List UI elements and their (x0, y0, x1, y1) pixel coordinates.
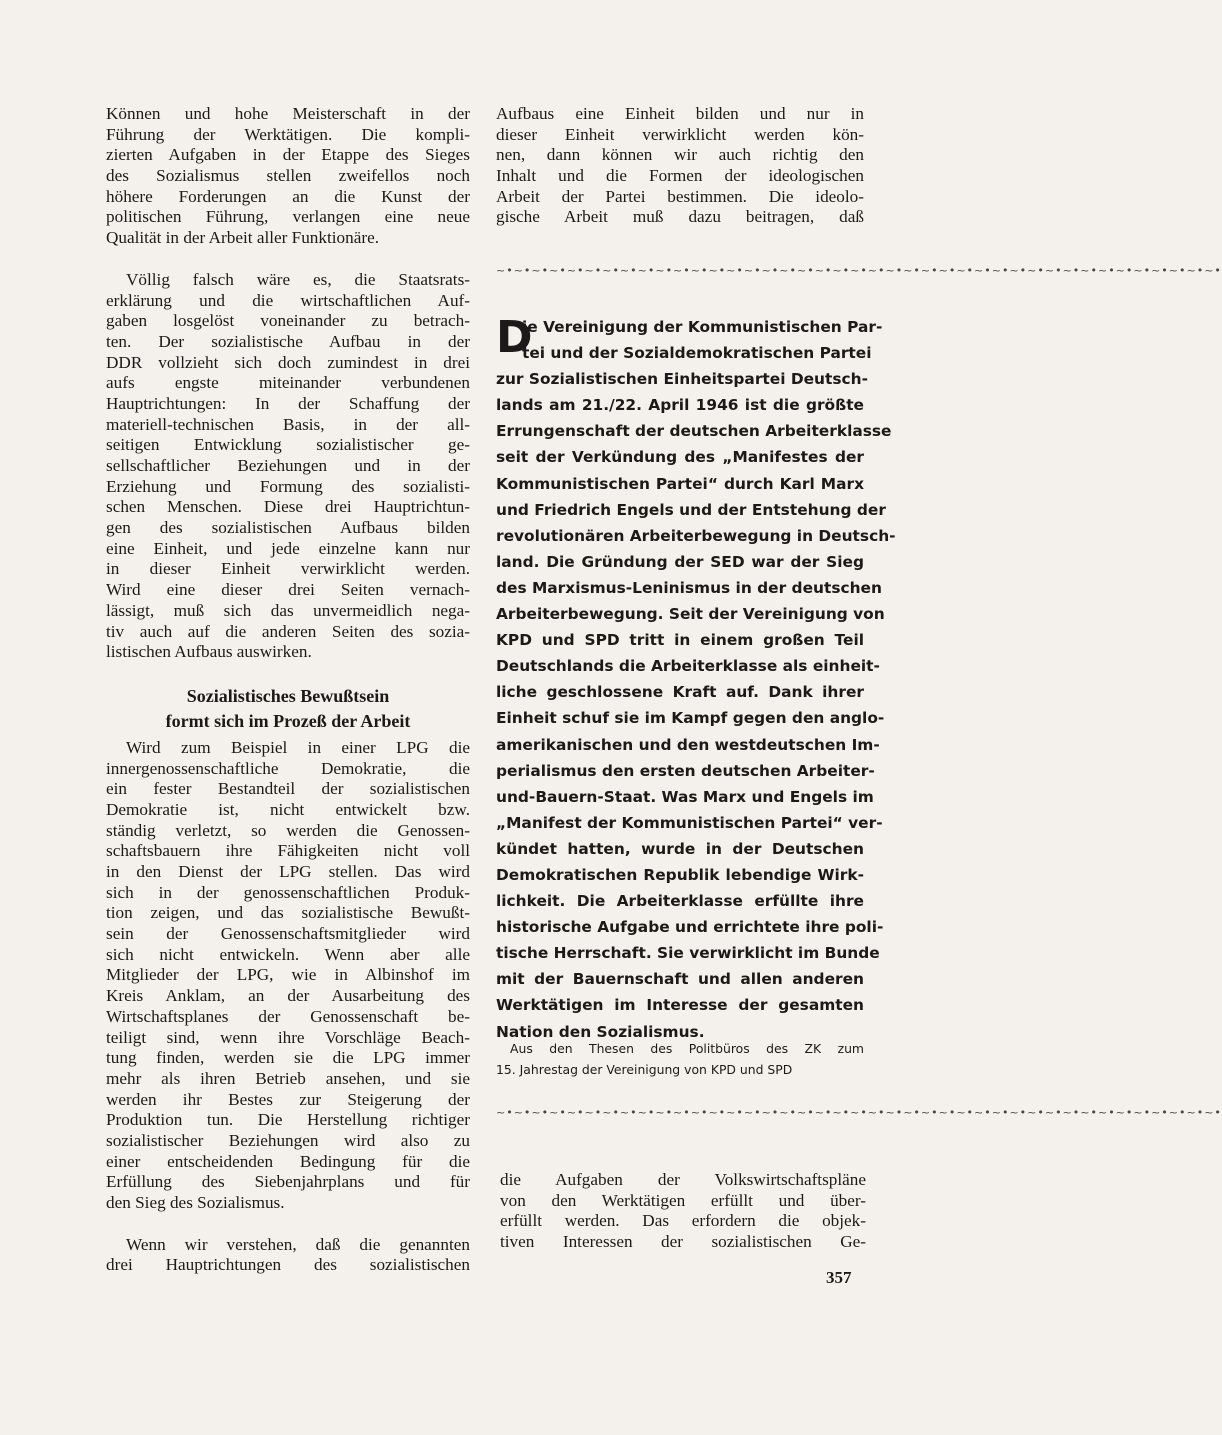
quote-box (496, 260, 1222, 1126)
left-column (106, 104, 470, 1297)
text-line: die Aufgaben der Volkswirtschaftspläne (500, 1170, 866, 1189)
text-line: mit der Bauernschaft und allen anderen (496, 970, 864, 989)
text-line: Deutschlands die Arbeiterklasse als einheit- (496, 657, 880, 676)
text-line: innergenossenschaftliche Demokratie, die (106, 758, 470, 778)
text-line: lichkeit. Die Arbeiterklasse erfüllte ihre (496, 892, 864, 911)
text-line: drei Hauptrichtungen des sozialistischen (106, 1255, 470, 1275)
text-line: materiell-technischen Basis, in der all- (106, 414, 470, 434)
text-line: lands am 21./22. April 1946 ist die größte (496, 396, 864, 415)
page-number: 357 (826, 1268, 852, 1287)
text-line: sich nicht entwickeln. Wenn aber alle (106, 944, 470, 964)
text-line: des Sozialismus stellen zweifellos noch (106, 166, 470, 186)
text-line: und Friedrich Engels und der Entstehung der (496, 500, 886, 519)
text-line: Kreis Anklam, an der Ausarbeitung des (106, 986, 470, 1006)
section-heading (106, 684, 470, 734)
quote-text (496, 312, 896, 1045)
text-line: lässigt, muß sich das unvermeidlich nega- (106, 600, 470, 620)
text-line: aufs engste miteinander verbundenen (106, 373, 470, 393)
text-line: Kommunistischen Partei“ durch Karl Marx (496, 474, 864, 493)
right-paragraph-top (496, 104, 864, 228)
text-line: eine Einheit, und jede einzelne kann nur (106, 538, 470, 558)
right-paragraph-bottom (500, 1170, 866, 1253)
text-line: seit der Verkündung des „Manifestes der (496, 448, 864, 467)
text-line: gische Arbeit muß dazu beitragen, daß (496, 207, 864, 227)
text-line: tische Herrschaft. Sie verwirklicht im Bunde (496, 944, 880, 963)
text-line: DDR vollzieht sich doch zumindest in drei (106, 352, 470, 372)
text-line: kündet hatten, wurde in der Deutschen (496, 839, 864, 858)
paragraph-3 (106, 738, 470, 1214)
text-line: höhere Forderungen an die Kunst der (106, 186, 470, 206)
text-line: Hauptrichtungen: In der Schaffung der (106, 393, 470, 413)
text-line: Aus den Thesen des Politbüros des ZK zum (510, 1041, 864, 1056)
text-line: Werktätigen im Interesse der gesamten (496, 996, 864, 1015)
text-line: schen Menschen. Diese drei Hauptrichtun- (106, 497, 470, 517)
text-line: Können und hohe Meisterschaft in der (106, 104, 470, 123)
text-line: einer entscheidenden Bedingung für die (106, 1151, 470, 1171)
text-line: ständig verletzt, so werden die Genossen- (106, 820, 470, 840)
text-line: revolutionären Arbeiterbewegung in Deutsch- (496, 526, 896, 545)
text-line: erklärung und die wirtschaftlichen Auf- (106, 290, 470, 310)
text-line: historische Aufgabe und errichtete ihre poli- (496, 918, 884, 937)
text-line: Erfüllung des Siebenjahrplans und für (106, 1172, 470, 1192)
text-line: dieser Einheit verwirklicht werden kön- (496, 124, 864, 144)
text-line: den Sieg des Sozialismus. (106, 1193, 285, 1212)
text-line: zur Sozialistischen Einheitspartei Deutsch- (496, 370, 868, 389)
text-line: ie Vereinigung der Kommunistischen Par- (522, 318, 883, 336)
text-line: Völlig falsch wäre es, die Staatsrats- (126, 269, 470, 289)
text-line: werden ihr Bestes zur Steigerung der (106, 1089, 470, 1109)
text-line: und-Bauern-Staat. Was Marx und Engels im (496, 787, 874, 806)
text-line: liche geschlossene Kraft auf. Dank ihrer (496, 683, 864, 702)
text-line: Mitglieder der LPG, wie in Albinshof im (106, 965, 470, 985)
text-line: Qualität in der Arbeit aller Funktionäre. (106, 228, 380, 248)
text-line: tei und der Sozialdemokratischen Partei (522, 344, 872, 363)
text-line: gen des sozialistischen Aufbaus bilden (106, 518, 470, 538)
text-line: sein der Genossenschaftsmitglieder wird (106, 924, 470, 944)
text-line: seitigen Entwicklung sozialistischer ge- (106, 435, 470, 455)
text-line: 15. Jahrestag der Vereinigung von KPD und SPD (496, 1062, 793, 1077)
text-line: des Marxismus-Leninismus in der deutschen (496, 578, 882, 597)
paragraph-4 (106, 1235, 470, 1276)
right-column-bottom (500, 1170, 866, 1253)
text-line: sich in der genossenschaftlichen Produk- (106, 882, 470, 902)
text-line: Erziehung und Formung des sozialisti- (106, 476, 470, 496)
quote-dropcap: D (496, 312, 533, 363)
text-line: Wirtschaftsplanes der Genossenschaft be- (106, 1006, 470, 1026)
quote-source (496, 1038, 864, 1080)
text-line: in dieser Einheit verwirklicht werden. (106, 559, 470, 579)
text-line: Demokratie ist, nicht entwickelt bzw. (106, 799, 470, 819)
text-line: Aufbaus eine Einheit bilden und nur in (496, 104, 864, 123)
text-line: tion zeigen, und das sozialistische Bewußt- (106, 903, 470, 923)
text-line: ein fester Bestandteil der sozialistischen (106, 779, 470, 799)
text-line: tiv auch auf die anderen Seiten des sozia- (106, 621, 470, 641)
text-line: nen, dann können wir auch richtig den (496, 145, 864, 165)
text-line: KPD und SPD tritt in einem großen Teil (496, 631, 864, 650)
text-line: sozialistischer Beziehungen wird also zu (106, 1130, 470, 1150)
text-line: Führung der Werktätigen. Die kompli- (106, 124, 470, 144)
text-line: listischen Aufbaus auswirken. (106, 642, 312, 662)
text-line: schaftsbauern ihre Fähigkeiten nicht voll (106, 841, 470, 861)
text-line: zierten Aufgaben in der Etappe des Sieges (106, 145, 470, 165)
text-line: land. Die Gründung der SED war der Sieg (496, 552, 864, 571)
text-line: perialismus den ersten deutschen Arbeiter- (496, 761, 875, 780)
text-line: Produktion tun. Die Herstellung richtiger (106, 1110, 470, 1130)
quote-lines (496, 314, 896, 1045)
heading-line-2: formt sich im Prozeß der Arbeit (165, 710, 411, 731)
text-line: Einheit schuf sie im Kampf gegen den anglo- (496, 709, 885, 728)
text-line: teiligt sind, wenn ihre Vorschläge Beach- (106, 1027, 470, 1047)
text-line: tung finden, werden sie die LPG immer (106, 1048, 470, 1068)
ornament-bottom-divider: ~•~•~•~•~•~•~•~•~•~•~•~•~•~•~•~•~•~•~•~•~•~•~•~•~•~•~•~•~•~•~•~•~•~•~•~•~•~•~•~•~• (496, 1106, 1222, 1119)
text-line: tiven Interessen der sozialistischen Ge- (500, 1232, 866, 1252)
text-line: Arbeit der Partei bestimmen. Die ideolo- (496, 186, 864, 206)
paragraph-1 (106, 104, 470, 249)
paragraph-2 (106, 270, 470, 663)
ornament-top-divider: ~•~•~•~•~•~•~•~•~•~•~•~•~•~•~•~•~•~•~•~•~•~•~•~•~•~•~•~•~•~•~•~•~•~•~•~•~•~•~•~•~• (496, 264, 1222, 277)
text-line: Inhalt und die Formen der ideologischen (496, 166, 864, 186)
right-column-top (496, 104, 864, 228)
text-line: „Manifest der Kommunistischen Partei“ ver- (496, 813, 883, 832)
text-line: Arbeiterbewegung. Seit der Vereinigung von (496, 605, 885, 624)
text-line: Errungenschaft der deutschen Arbeiterklasse (496, 422, 892, 441)
text-line: politischen Führung, verlangen eine neue (106, 207, 470, 227)
text-line: erfüllt werden. Das erfordern die objek- (500, 1211, 866, 1231)
heading-line-1: Sozialistisches Bewußtsein (186, 685, 390, 706)
text-line: von den Werktätigen erfüllt und über- (500, 1190, 866, 1210)
text-line: mehr als ihren Betrieb ansehen, und sie (106, 1068, 470, 1088)
text-line: ten. Der sozialistische Aufbau in der (106, 331, 470, 351)
text-line: in den Dienst der LPG stellen. Das wird (106, 862, 470, 881)
text-line: Demokratischen Republik lebendige Wirk- (496, 865, 864, 884)
text-line: Wenn wir verstehen, daß die genannten (126, 1234, 470, 1254)
text-line: sellschaftlicher Beziehungen und in der (106, 456, 470, 475)
text-line: gaben losgelöst voneinander zu betrach- (106, 311, 470, 331)
text-line: amerikanischen und den westdeutschen Im- (496, 735, 880, 754)
text-line: Wird zum Beispiel in einer LPG die (126, 737, 470, 757)
text-line: Nation den Sozialismus. (496, 1022, 705, 1041)
text-line: Wird eine dieser drei Seiten vernach- (106, 580, 470, 600)
